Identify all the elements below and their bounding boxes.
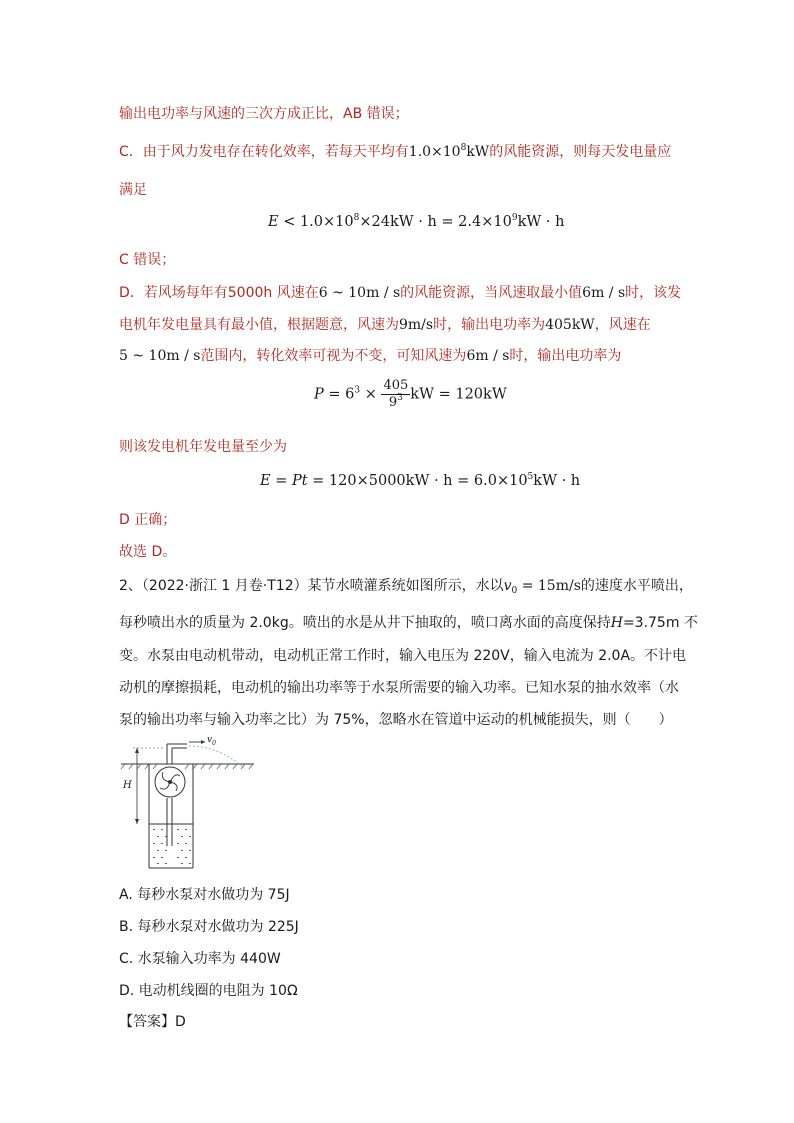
question2-line1 (119, 575, 693, 595)
quantity: 9m/s (399, 317, 434, 333)
option-d (119, 980, 298, 1000)
text-span: B. 每秒水泵对水做功为 225J (119, 919, 299, 935)
text-span: 故选 D。 (119, 544, 177, 560)
text-span: × (360, 386, 377, 403)
text-span: C. 水泵输入功率为 440W (119, 951, 281, 967)
text-span: 电机年发电量具有最小值，根据题意，风速为 (119, 317, 399, 333)
text-span: 2、（2022·浙江 1 月卷·T12）某节水喷灌系统如图所示，水以 (119, 578, 504, 594)
fraction-denominator (381, 395, 410, 411)
option-c (119, 948, 281, 968)
text-span: 时，该发 (625, 285, 682, 301)
equation-daily-energy (268, 214, 564, 230)
exponent: 3 (397, 393, 403, 403)
v0-label (207, 735, 216, 745)
exponent: 3 (354, 385, 361, 396)
text-span: = (270, 473, 292, 489)
quantity: 5 ~ 10m / s (119, 348, 201, 364)
text-span: 的速度水平喷出， (580, 578, 693, 594)
exponent: 8 (460, 143, 467, 153)
text-span: 输出电功率与风速的三次方成正比，AB 错误； (119, 106, 409, 122)
solution-c-conclusion (119, 249, 175, 269)
equation-annual-energy (260, 473, 580, 489)
exponent: 8 (353, 213, 360, 223)
text-span: 1.0×10 (408, 144, 461, 160)
solution-d-line1 (119, 282, 681, 302)
text-span: 时，输出电功率为 (509, 348, 622, 364)
symbol: E (268, 214, 279, 230)
solution-final-choice (119, 541, 176, 561)
answer-line (119, 1011, 186, 1031)
quantity: 6m / s (582, 285, 626, 301)
text-span: ，风速在 (594, 317, 651, 333)
text-span: 范围内，转化效率可视为不变，可知风速为 (200, 348, 467, 364)
text-span: 的风能资源，当风速取最小值 (400, 285, 583, 301)
text-span: 则该发电机年发电量至少为 (119, 439, 287, 455)
pump-well-diagram (119, 736, 259, 872)
text-span: kW · h (517, 214, 565, 230)
text-span: D. 电动机线圈的电阻为 10Ω (119, 983, 298, 999)
quantity (409, 144, 489, 160)
text-span: 动机的摩擦损耗，电动机的输出功率等于水泵所需要的输入功率。已知水泵的抽水效率（水 (119, 680, 679, 696)
quantity: 6m / s (466, 348, 510, 364)
solution-d-line3 (119, 345, 621, 365)
text-span: 时，输出电功率为 (433, 317, 546, 333)
text-span: 每秒喷出水的质量为 2.0kg。喷出的水是从井下抽取的，喷口离水面的高度保持 (119, 615, 611, 631)
irrigation-system-figure (119, 736, 259, 872)
equation-power (314, 378, 507, 411)
text-span: kW = 120kW (410, 386, 507, 403)
symbol: E (260, 473, 271, 489)
text-span: = 120×5000kW · h = 6.0×10 (307, 473, 528, 489)
text-span: A. 每秒水泵对水做功为 75J (119, 887, 290, 903)
text-span: = 15m/s (517, 578, 581, 594)
text-span: kW (466, 144, 490, 160)
question2-line4 (119, 677, 679, 697)
text-span: 9 (388, 395, 398, 410)
velocity-expr (504, 578, 581, 594)
text-span: =3.75m 不 (622, 615, 698, 631)
text-span: D 正确； (119, 512, 177, 528)
text-span: 变。水泵由电动机带动，电动机正常工作时，输入电压为 220V，输入电流为 2.0A。不计电 (119, 648, 687, 664)
solution-d-line4 (119, 436, 287, 456)
solution-c-line1 (119, 141, 671, 161)
exponent: 9 (511, 213, 518, 223)
fraction (381, 378, 410, 411)
question2-line2 (119, 612, 698, 632)
subscript: 0 (212, 740, 216, 747)
text-span: 的风能资源，则每天发电量应 (489, 144, 672, 160)
text-span: D．若风场每年有5000h 风速在 (119, 285, 319, 301)
text-span: C 错误； (119, 252, 176, 268)
fraction-numerator: 405 (383, 378, 409, 393)
text-span: = 6 (323, 386, 355, 403)
text-span: v (207, 735, 213, 745)
symbol: H (610, 615, 623, 631)
solution-c-line2 (119, 179, 147, 199)
text-span: kW · h (533, 473, 581, 489)
text-span: < 1.0×10 (278, 214, 354, 230)
question2-line5 (119, 709, 673, 729)
question2-line3 (119, 645, 686, 665)
answer-value: D (175, 1014, 186, 1030)
text-span: ×24kW · h = 2.4×10 (359, 214, 512, 230)
text-span: 满足 (119, 182, 147, 198)
solution-d-line2 (119, 314, 651, 334)
text-span: 泵的输出功率与输入功率之比）为 75%，忽略水在管道中运动的机械能损失，则（ ） (119, 712, 673, 728)
symbol: v (503, 578, 512, 594)
subscript: 0 (511, 586, 518, 596)
quantity: 6 ~ 10m / s (318, 285, 401, 301)
option-b (119, 916, 299, 936)
option-a (119, 884, 290, 904)
exponent: 5 (527, 472, 534, 482)
symbol: P (314, 386, 324, 403)
text-span: C．由于风力发电存在转化效率，若每天平均有 (119, 144, 409, 160)
height-label: H (123, 780, 132, 791)
solution-text-line (119, 103, 409, 123)
solution-d-conclusion (119, 509, 176, 529)
quantity: 405kW (545, 317, 595, 333)
symbol: Pt (291, 473, 308, 489)
answer-label: 【答案】 (119, 1014, 175, 1030)
